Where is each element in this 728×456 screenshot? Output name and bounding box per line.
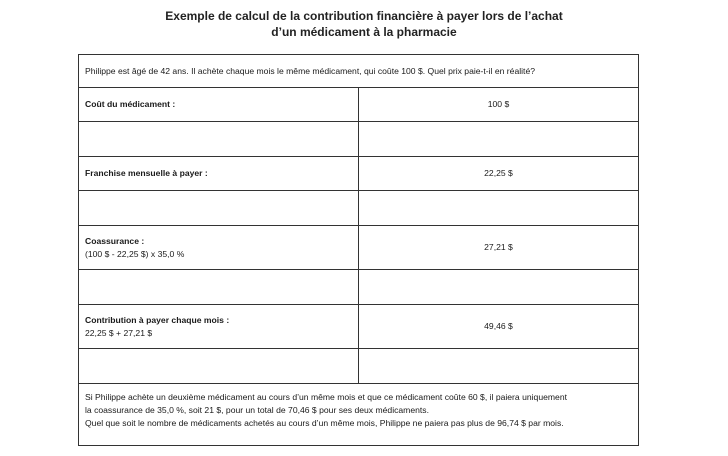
table-row-cout: [79, 88, 639, 122]
blank-cell: [79, 349, 359, 384]
table-row-franchise: [79, 157, 639, 191]
footer-cell: [79, 384, 639, 446]
contribution-value: 49,46 $: [359, 305, 639, 349]
blank-cell: [79, 122, 359, 157]
coassurance-value: 27,21 $: [359, 226, 639, 270]
coassurance-cell: [79, 226, 359, 270]
table-row-blank: [79, 270, 639, 305]
blank-cell: [359, 270, 639, 305]
table-row-blank: [79, 122, 639, 157]
coassurance-label: Coassurance :: [85, 235, 145, 246]
table-row-blank: [79, 191, 639, 226]
intro-cell: Philippe est âgé de 42 ans. Il achète chaque mois le même médicament, qui coûte 100 $. Quel prix paie-t-il en réalité?: [79, 55, 639, 88]
blank-cell: [359, 349, 639, 384]
table-row-coassurance: [79, 226, 639, 270]
cout-value: 100 $: [359, 88, 639, 122]
calculation-table: [78, 54, 639, 446]
blank-cell: [79, 270, 359, 305]
cout-label: Coût du médicament :: [79, 88, 359, 122]
contribution-formula: 22,25 $ + 27,21 $: [85, 327, 153, 338]
blank-cell: [359, 122, 639, 157]
table-row-contribution: [79, 305, 639, 349]
contribution-cell: [79, 305, 359, 349]
contribution-label: Contribution à payer chaque mois :: [85, 314, 230, 325]
title-line-2: d’un médicament à la pharmacie: [271, 25, 457, 39]
footer-line-1: Si Philippe achète un deuxième médicament au cours d’un même mois et que ce médicament coûte 60 $, il paiera uniquement: [85, 392, 568, 402]
franchise-label: Franchise mensuelle à payer :: [79, 157, 359, 191]
footer-line-3: Quel que soit le nombre de médicaments achetés au cours d’un même mois, Philippe ne paiera pas plus de 96,74 $ par mois.: [85, 418, 564, 428]
blank-cell: [359, 191, 639, 226]
title-line-1: Exemple de calcul de la contribution financière à payer lors de l’achat: [165, 9, 563, 23]
blank-cell: [79, 191, 359, 226]
document-title: [0, 8, 728, 40]
footer-row: [79, 384, 639, 446]
intro-row: [79, 55, 639, 88]
table-row-blank: [79, 349, 639, 384]
footer-line-2: la coassurance de 35,0 %, soit 21 $, pour un total de 70,46 $ pour ses deux médicaments.: [85, 405, 429, 415]
coassurance-formula: (100 $ - 22,25 $) x 35,0 %: [85, 248, 185, 259]
franchise-value: 22,25 $: [359, 157, 639, 191]
